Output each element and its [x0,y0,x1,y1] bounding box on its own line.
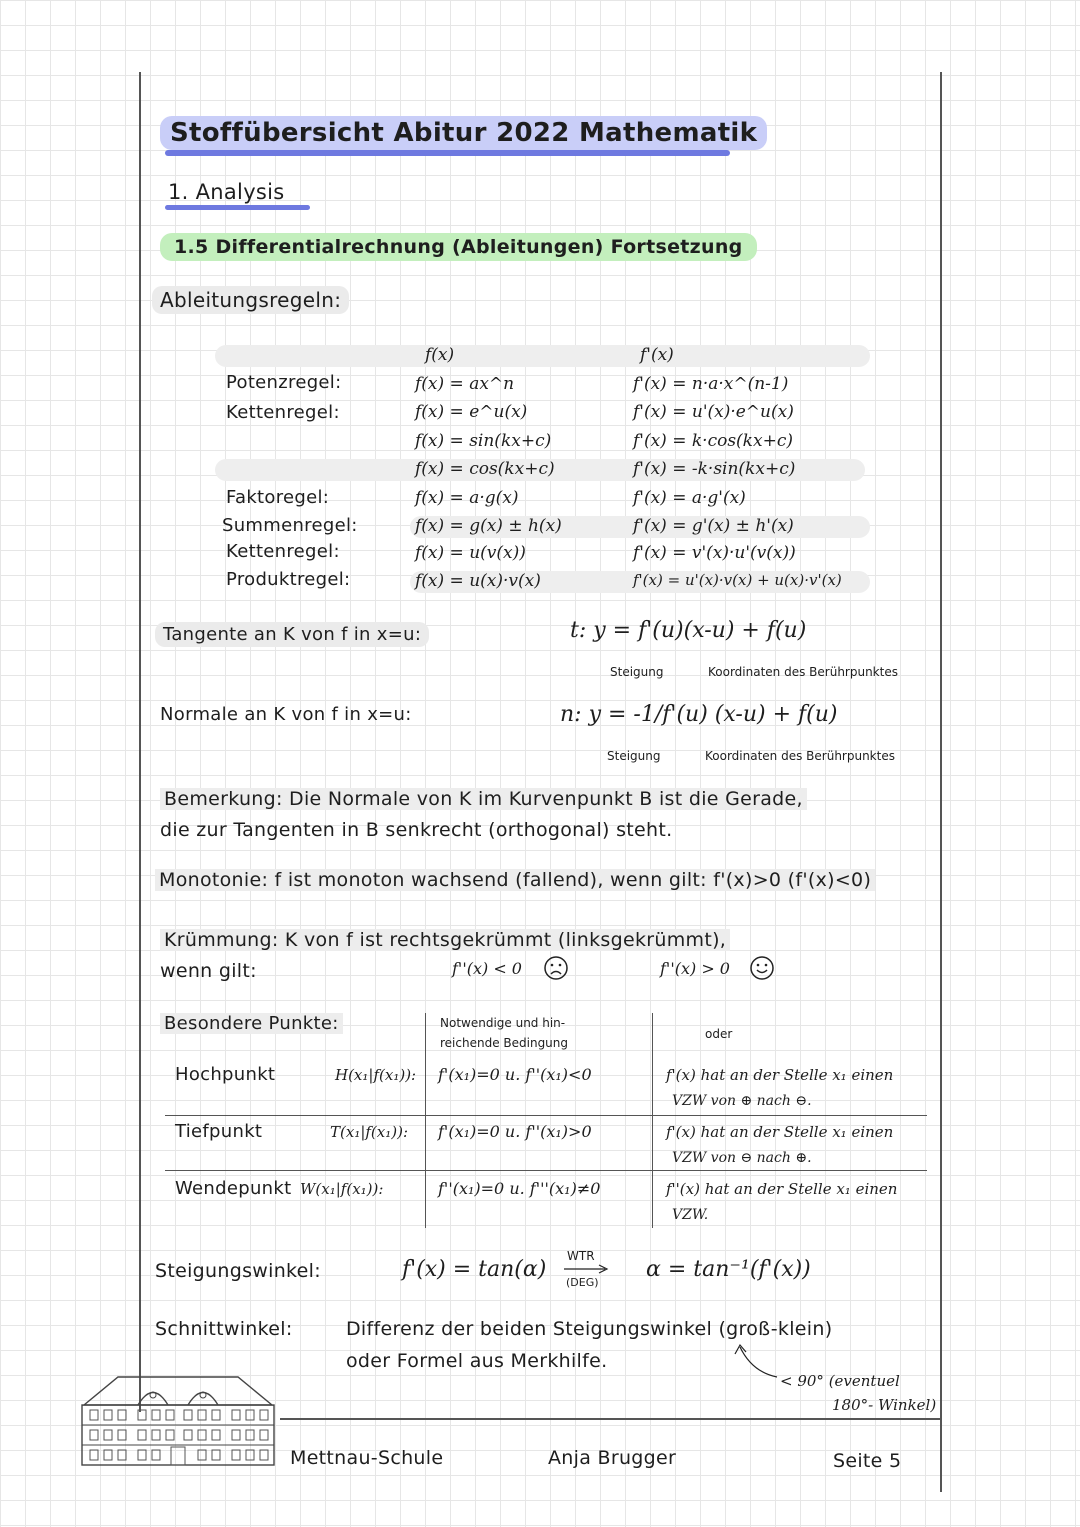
rule-f: f(x) = cos(kx+c) [415,459,555,479]
curvature-line-2: wenn gilt: [160,960,257,982]
rule-fp: f'(x) = n·a·x^(n-1) [633,374,789,394]
annotation-arrow-icon [732,1342,782,1382]
rule-f: f(x) = g(x) ± h(x) [415,516,562,536]
rule-f: f(x) = a·g(x) [415,488,519,508]
rules-header-bar [215,345,870,367]
rule-f: f(x) = sin(kx+c) [415,431,552,451]
rule-fp: f'(x) = u'(x)·e^u(x) [633,402,794,422]
point-coords: T(x₁|f(x₁)): [330,1123,409,1141]
points-condition-header: Notwendige und hin- reichende Bedingung [440,1016,569,1050]
tangent-point-note: Koordinaten des Berührpunktes [708,665,898,679]
intersection-line-2: oder Formel aus Merkhilfe. [346,1350,608,1372]
point-alt-2: VZW von ⊖ nach ⊕. [672,1150,812,1166]
point-name: Wendepunkt [175,1178,292,1199]
rules-col-fp-header: f'(x) [640,345,674,365]
angle-arrow-bottom: (DEG) [566,1276,599,1289]
rule-fp: f'(x) = v'(x)·u'(v(x)) [633,543,796,563]
rule-name: Summenregel: [222,515,358,536]
curvature-cond-right: f''(x) < 0 [452,959,522,978]
point-name: Hochpunkt [175,1064,276,1085]
smiling-face-icon [749,955,775,981]
page-title: Stoffübersicht Abitur 2022 Mathematik [160,116,767,150]
footer-line [280,1418,942,1420]
normal-point-note: Koordinaten des Berührpunktes [705,749,895,763]
rule-fp: f'(x) = g'(x) ± h'(x) [633,516,794,536]
left-margin-line [139,72,141,1412]
rule-fp: f'(x) = u'(x)·v(x) + u(x)·v'(x) [633,571,842,589]
angle-arrow-top: WTR [567,1249,595,1263]
rule-f: f(x) = e^u(x) [415,402,528,422]
points-or-header: oder [705,1027,733,1041]
point-alt-1: f'(x) hat an der Stelle x₁ einen [666,1066,894,1084]
point-alt-1: f'(x) hat an der Stelle x₁ einen [666,1123,894,1141]
rules-col-f-header: f(x) [425,345,455,365]
rule-f: f(x) = ax^n [415,374,515,394]
tangent-formula: t: y = f'(u)(x-u) + f(u) [570,618,807,643]
point-condition: f'(x₁)=0 u. f''(x₁)>0 [438,1122,592,1141]
intersection-line-1: Differenz der beiden Steigungswinkel (groß-klein) [346,1318,833,1340]
rule-fp: f'(x) = k·cos(kx+c) [633,431,793,451]
points-heading: Besondere Punkte: [160,1013,343,1034]
normal-formula: n: y = -1/f'(u) (x-u) + f(u) [560,702,838,727]
title-underline [165,150,730,156]
point-alt-2: VZW von ⊕ nach ⊖. [672,1093,812,1109]
rule-fp: f'(x) = a·g'(x) [633,488,746,508]
angle-formula-right: α = tan⁻¹(f'(x)) [646,1257,811,1282]
point-condition: f''(x₁)=0 u. f'''(x₁)≠0 [438,1179,601,1198]
angle-label: Steigungswinkel: [155,1260,321,1282]
subsection-heading: 1.5 Differentialrechnung (Ableitungen) Fortsetzung [160,233,757,261]
school-building-logo [78,1365,278,1470]
rule-f: f(x) = u(x)·v(x) [415,571,541,591]
monotony-text: Monotonie: f ist monoton wachsend (fallend), wenn gilt: f'(x)>0 (f'(x)<0) [155,869,875,891]
frowning-face-icon [543,955,569,981]
point-coords: H(x₁|f(x₁)): [335,1066,417,1084]
points-row-divider-2 [165,1170,927,1171]
point-alt-1: f''(x) hat an der Stelle x₁ einen [666,1180,898,1198]
section-heading: 1. Analysis [168,180,285,204]
footer-author: Anja Brugger [548,1447,677,1469]
remark-line-1: Bemerkung: Die Normale von K im Kurvenpunkt B ist die Gerade, [160,788,807,810]
rule-fp: f'(x) = -k·sin(kx+c) [633,459,796,479]
rule-name: Potenzregel: [226,372,342,393]
intersection-label: Schnittwinkel: [155,1318,293,1340]
point-name: Tiefpunkt [175,1121,263,1142]
angle-formula-left: f'(x) = tan(α) [402,1257,547,1282]
right-arrow-icon [563,1264,609,1274]
rule-name: Kettenregel: [226,402,340,423]
tangent-label: Tangente an K von f in x=u: [155,622,429,647]
rules-heading: Ableitungsregeln: [152,286,349,314]
intersection-note-1: < 90° (eventuel [780,1372,900,1390]
point-condition: f'(x₁)=0 u. f''(x₁)<0 [438,1065,592,1084]
points-col-divider-2 [652,1013,653,1228]
section-underline [165,205,310,210]
footer-school: Mettnau-Schule [290,1447,444,1469]
points-row-divider-1 [165,1115,927,1116]
remark-line-2: die zur Tangenten in B senkrecht (orthogonal) steht. [160,819,673,841]
rule-name: Faktoregel: [226,487,330,508]
intersection-note-2: 180°- Winkel) [832,1396,937,1414]
rule-name: Kettenregel: [226,541,340,562]
rule-name: Produktregel: [226,569,351,590]
point-alt-2: VZW. [672,1207,709,1223]
right-margin-line [940,72,942,1492]
points-col-divider-1 [425,1013,426,1228]
rule-f: f(x) = u(v(x)) [415,543,526,563]
footer-page-number: Seite 5 [833,1450,902,1472]
curvature-line-1: Krümmung: K von f ist rechtsgekrümmt (linksgekrümmt), [160,929,730,951]
tangent-slope-note: Steigung [610,665,664,679]
curvature-cond-left: f''(x) > 0 [660,959,730,978]
point-coords: W(x₁|f(x₁)): [300,1180,384,1198]
normal-label: Normale an K von f in x=u: [160,704,412,725]
normal-slope-note: Steigung [607,749,661,763]
